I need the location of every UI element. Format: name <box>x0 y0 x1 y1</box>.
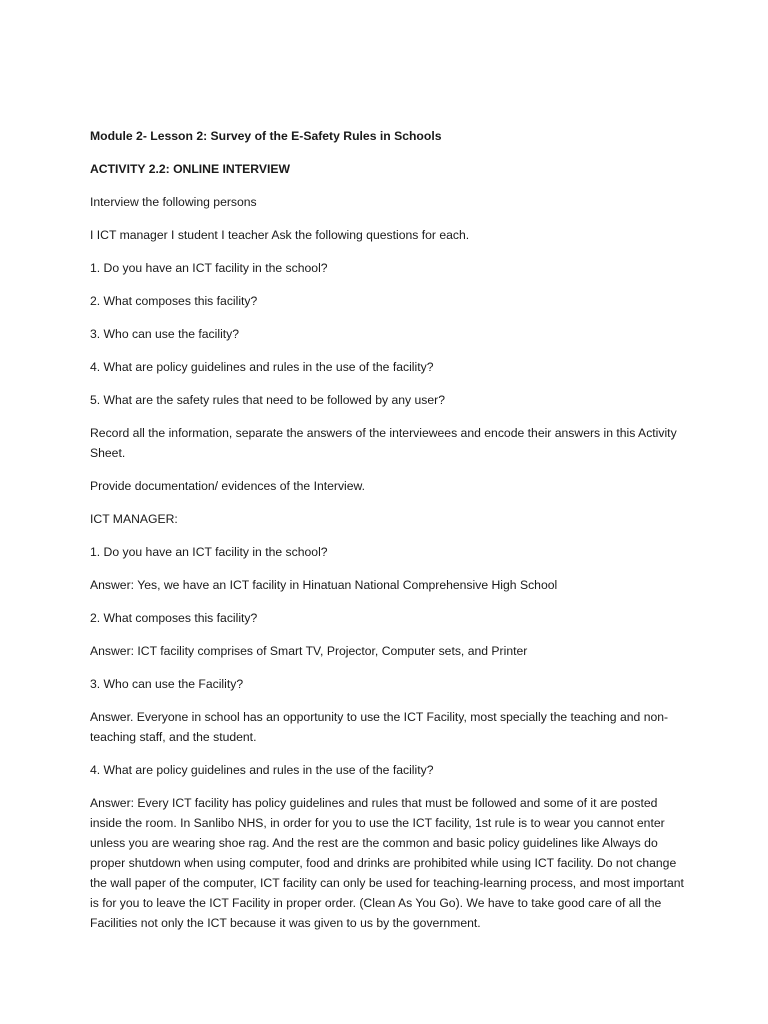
interview-question: 4. What are policy guidelines and rules in the use of the facility? <box>90 763 434 777</box>
record-instruction: Record all the information, separate the answers of the interviewees and encode their answers in this Activity Sheet. <box>90 426 677 460</box>
interview-answer: Answer. Everyone in school has an opportunity to use the ICT Facility, most specially the teaching and non-teaching staff, and the student. <box>90 710 669 744</box>
document-title: Module 2- Lesson 2: Survey of the E-Safety Rules in Schools <box>90 129 442 143</box>
interview-answer: Answer: Yes, we have an ICT facility in Hinatuan National Comprehensive High School <box>90 578 558 592</box>
ict-manager-heading: ICT MANAGER: <box>90 512 178 526</box>
activity-heading: ACTIVITY 2.2: ONLINE INTERVIEW <box>90 162 290 176</box>
documentation-instruction: Provide documentation/ evidences of the Interview. <box>90 479 366 493</box>
interview-question: 2. What composes this facility? <box>90 611 258 625</box>
interview-question: 1. Do you have an ICT facility in the school? <box>90 545 328 559</box>
interview-answer: Answer: ICT facility comprises of Smart TV, Projector, Computer sets, and Printer <box>90 644 528 658</box>
question-item: 1. Do you have an ICT facility in the school? <box>90 261 328 275</box>
persons-line: I ICT manager I student I teacher Ask the following questions for each. <box>90 228 470 242</box>
question-item: 3. Who can use the facility? <box>90 327 240 341</box>
intro-text: Interview the following persons <box>90 195 257 209</box>
question-item: 2. What composes this facility? <box>90 294 258 308</box>
interview-answer: Answer: Every ICT facility has policy guidelines and rules that must be followed and some of it are posted inside the room. In Sanlibo NHS, in order for you to use the ICT facility, 1st rule is to wear you cannot enter unless you are wearing shoe rag. And the rest are the common and basic policy guidelines like Always do proper shutdown when using computer, food and drinks are prohibited while using ICT facility. Do not change the wall paper of the computer, ICT facility can only be used for teaching-learning process, and most important is for you to leave the ICT Facility in proper order. (Clean As You Go). We have to take good care of all the Facilities not only the ICT because it was given to us by the government. <box>90 796 684 930</box>
document-content <box>90 126 690 946</box>
question-item: 4. What are policy guidelines and rules in the use of the facility? <box>90 360 434 374</box>
question-item: 5. What are the safety rules that need to be followed by any user? <box>90 393 446 407</box>
interview-question: 3. Who can use the Facility? <box>90 677 244 691</box>
